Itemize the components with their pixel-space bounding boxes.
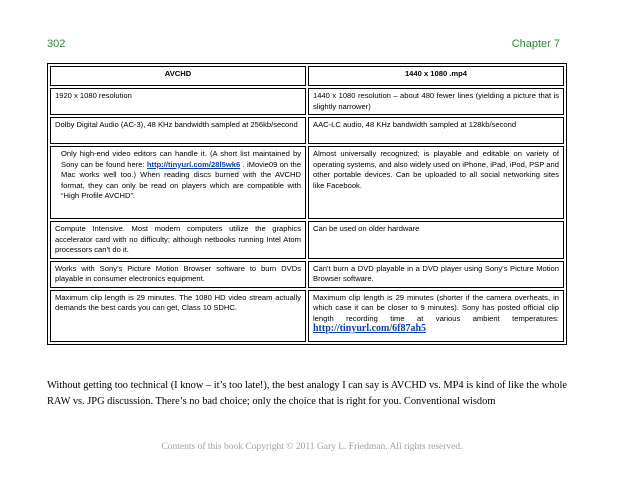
cell-text: Maximum clip length is 29 minutes (shorter if the camera overheats, in which case it can be closer to 9 minutes). Sony has posted official clip length recording time at various ambient temperatures:: [313, 292, 559, 323]
column-header-mp4: 1440 x 1080 .mp4: [308, 66, 564, 86]
comparison-table: [47, 63, 567, 345]
table-row: [50, 146, 564, 219]
table-cell: 1440 x 1080 resolution – about 480 fewer lines (yielding a picture that is slightly narrower): [308, 88, 564, 115]
table-cell: Dolby Digital Audio (AC-3), 48 KHz bandwidth sampled at 256kb/second: [50, 117, 306, 144]
copyright-footer: Contents of this book Copyright © 2011 Gary L. Friedman. All rights reserved.: [161, 442, 463, 452]
table-cell: 1920 x 1080 resolution: [50, 88, 306, 115]
cell-text: Only high-end video editors can handle it. (A short list maintained by Sony can be found here:: [61, 149, 301, 169]
table-row: [50, 117, 564, 144]
cell-text: . iMovie09 on the Mac works well too.) When reading discs burned with the AVCHD format, they can only be read on players which are compatible with “High Profile AVCHD”.: [61, 159, 301, 200]
table-cell: Works with Sony’s Picture Motion Browser software to burn DVDs playable in consumer electronics equipment.: [50, 261, 306, 288]
table-cell: Compute Intensive. Most modern computers utilize the graphics accelerator card with no difficulty; although netbooks running Intel Atom processors can’t do it.: [50, 221, 306, 259]
page-number: 302: [47, 38, 66, 50]
table-cell: Can be used on older hardware: [308, 221, 564, 259]
table-cell: Maximum clip length is 29 minutes. The 1080 HD video stream actually demands the best cards you can get, Class 10 SDHC.: [50, 290, 306, 342]
table-cell: [50, 146, 306, 219]
table-row: [50, 221, 564, 259]
table-row: [50, 261, 564, 288]
table-cell: Almost universally recognized; is playable and editable on variety of operating systems, and also widely used on iPhone, iPad, iPod, PSP and other portable devices. Can be uploaded to all social networking sites like Facebook.: [308, 146, 564, 219]
chapter-title: Chapter 7: [511, 38, 560, 50]
sony-list-link[interactable]: http://tinyurl.com/28l5wk6: [146, 159, 241, 169]
body-paragraph: Without getting too technical (I know – it’s too late!), the best analogy I can say is AVCHD vs. MP4 is kind of like the whole RAW vs. JPG discussion. There’s no bad choice; only the choice that is right for you. Conventional wisdom: [47, 380, 567, 407]
table-row: [50, 290, 564, 342]
table-cell: AAC-LC audio, 48 KHz bandwidth sampled at 128kb/second: [308, 117, 564, 144]
table-header-row: [50, 66, 564, 86]
column-header-avchd: AVCHD: [50, 66, 306, 86]
clip-length-link[interactable]: http://tinyurl.com/6f87ah5: [313, 323, 427, 334]
table-cell: Can’t burn a DVD playable in a DVD player using Sony’s Picture Motion Browser software.: [308, 261, 564, 288]
table-cell: [308, 290, 564, 342]
table-row: [50, 88, 564, 115]
